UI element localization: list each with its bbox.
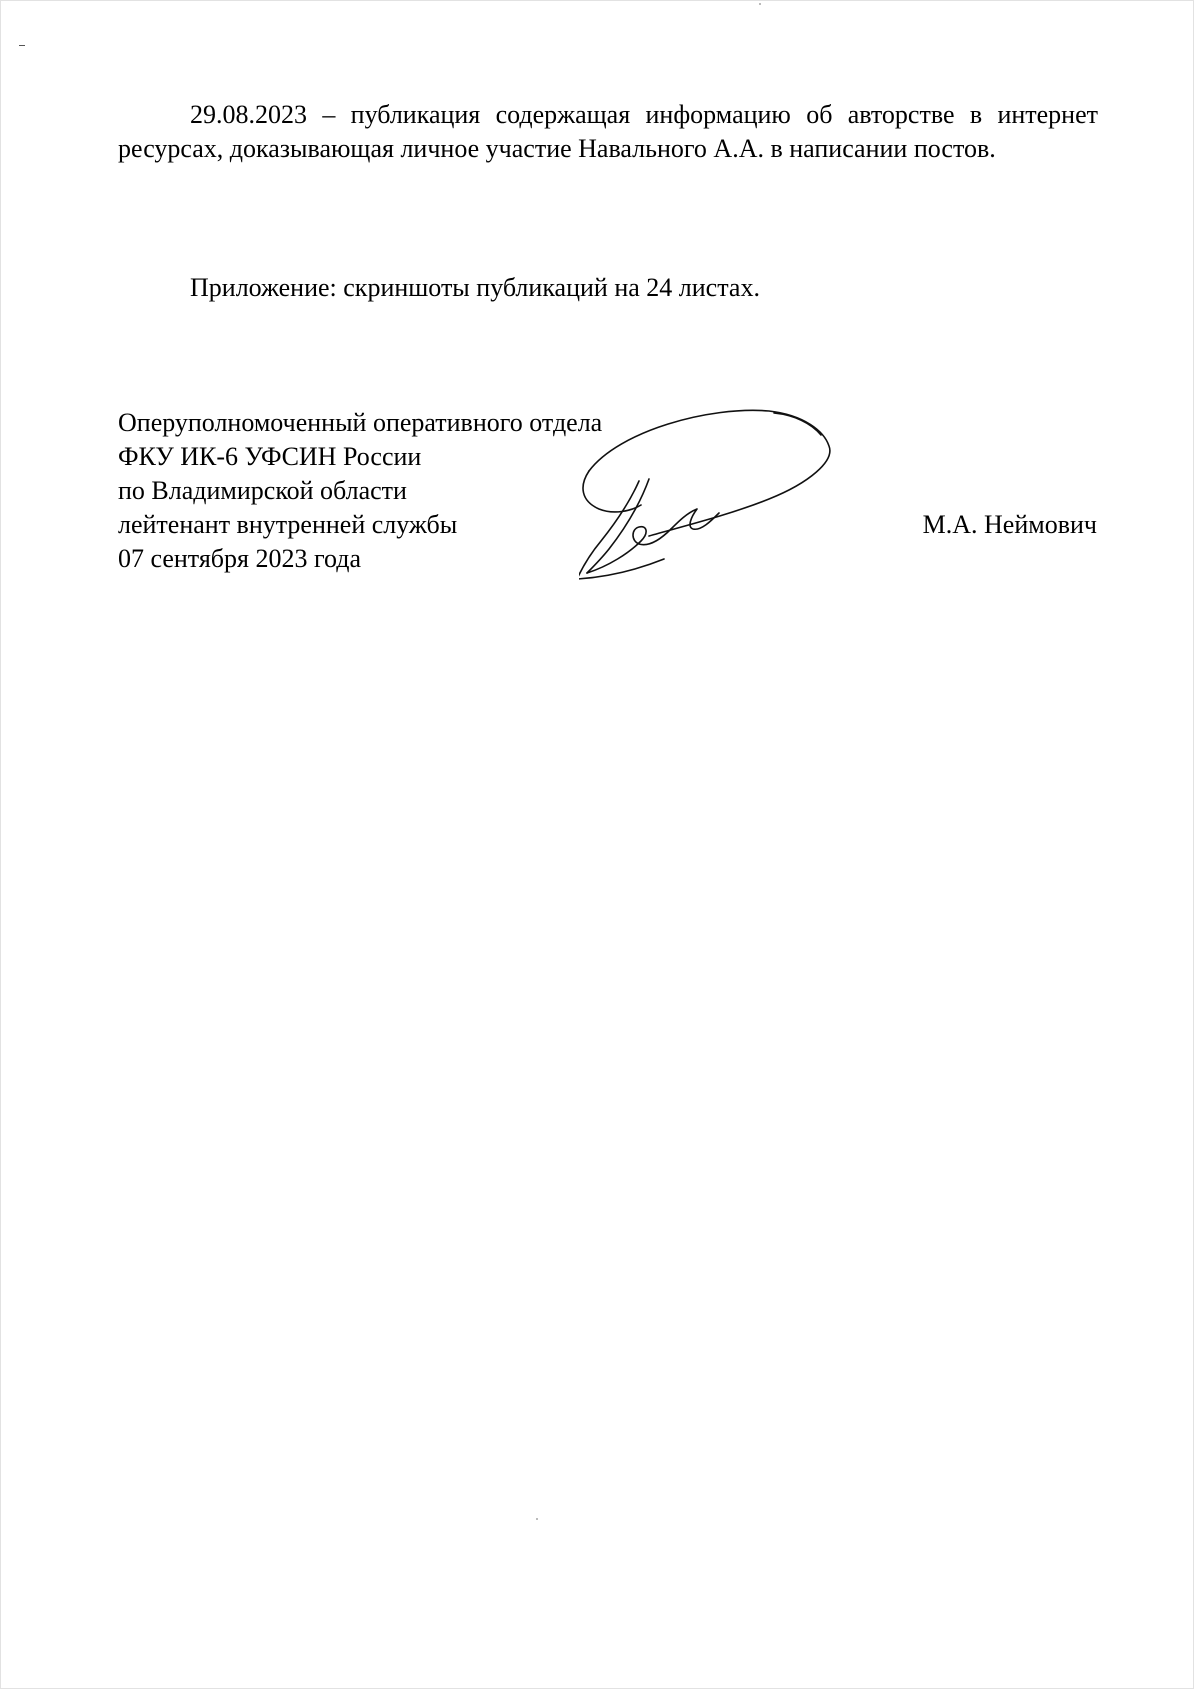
signature-block [118,406,602,576]
signatory-region: по Владимирской области [118,476,407,505]
attachment-note: Приложение: скриншоты публикаций на 24 листах. [190,273,760,302]
scan-speck [19,45,25,46]
signatory-organization: ФКУ ИК-6 УФСИН России [118,442,422,471]
signatory-position: Оперуполномоченный оперативного отдела [118,408,603,437]
signature-date: 07 сентября 2023 года [118,544,362,573]
handwritten-signature [579,401,859,591]
signatory-name: М.А. Неймович [922,510,1097,539]
scan-speck [759,3,761,5]
body-paragraph: 29.08.2023 – публикация содержащая информацию об авторстве в интернет ресурсах, доказывающая личное участие Навального А.А. в написании постов. [118,100,1098,163]
signatory-rank: лейтенант внутренней службы [118,510,458,539]
scan-speck [536,1518,538,1520]
